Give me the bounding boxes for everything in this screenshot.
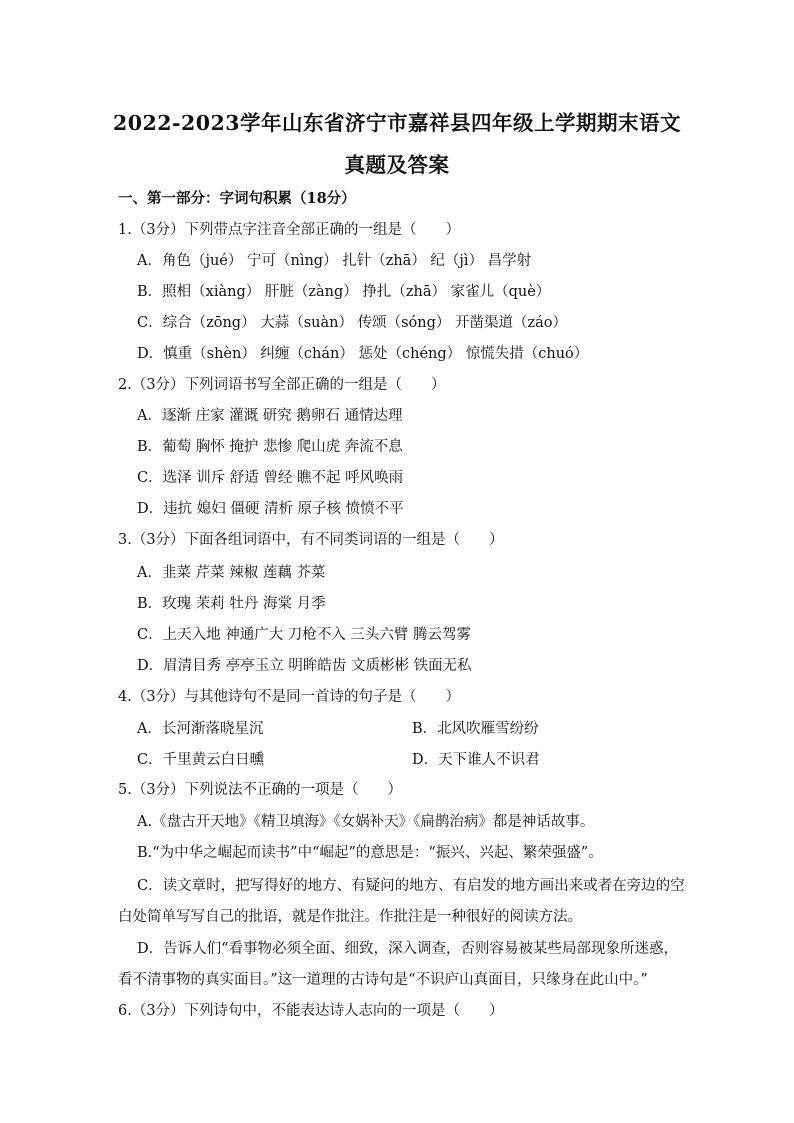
question-1-option-c: C．综合（zōng） 大蒜（suàn） 传颂（sóng） 开凿渠道（záo）	[137, 315, 567, 331]
section-heading: 一、第一部分：字词句积累（18分）	[118, 190, 356, 207]
question-2-option-c: C．选泽 训斥 舒适 曾经 瞧不起 呼风唤雨	[137, 470, 404, 486]
question-1-option-d: D．慎重（shèn） 纠缠（chán） 惩处（chéng） 惊慌失措（chuó）	[137, 346, 589, 362]
question-6-stem: 6.（3分）下列诗句中，不能表达诗人志向的一项是（ ）	[118, 1003, 504, 1019]
question-2-stem: 2.（3分）下列词语书写全部正确的一组是（ ）	[118, 377, 446, 393]
question-4-option-a: A．长河渐落晓星沉	[137, 721, 264, 737]
question-1-stem: 1.（3分）下列带点字注音全部正确的一组是（ ）	[118, 222, 461, 238]
question-3-option-c: C．上天入地 神通广大 刀枪不入 三头六臂 腾云驾雾	[137, 627, 472, 643]
question-5-option-c-continued: 白处简单写写自己的批语，就是作批注。作批注是一种很好的阅读方法。	[118, 909, 582, 925]
question-4-option-c: C．千里黄云白日曛	[137, 752, 265, 768]
question-3-option-a: A．韭菜 芹菜 辣椒 莲藕 芥菜	[137, 565, 326, 581]
question-5-option-d: D．告诉人们“看事物必须全面、细致，深入调查，否则容易被某些局部现象所迷惑，	[137, 941, 679, 957]
question-2-option-d: D．违抗 媳妇 僵硬 清析 原子核 愤愤不平	[137, 501, 404, 517]
question-1-option-b: B．照相（xiàng） 肝脏（zàng） 挣扎（zhā） 家雀儿（què）	[137, 284, 551, 300]
question-5-stem: 5.（3分）下列说法不正确的一项是（ ）	[118, 782, 403, 798]
question-4-stem: 4.（3分）与其他诗句不是同一首诗的句子是（ ）	[118, 689, 461, 705]
question-1-option-a: A．角色（jué） 宁可（nìng） 扎针（zhā） 纪（jì） 昌学射	[137, 253, 532, 269]
question-2-option-a: A．逐渐 庄家 灌溉 研究 鹅卵石 通情达理	[137, 408, 403, 424]
question-3-stem: 3.（3分）下面各组词语中，有不同类词语的一组是（ ）	[118, 532, 504, 548]
question-5-option-d-continued: 看不清事物的真实面目。”这一道理的古诗句是“不识庐山真面目，只缘身在此山中。”	[118, 972, 648, 988]
question-5-option-c: C．读文章时，把写得好的地方、有疑问的地方、有启发的地方画出来或者在旁边的空	[137, 878, 685, 894]
question-5-option-b: B.“为中华之崛起而读书”中“崛起”的意思是：“振兴、兴起、繁荣强盛”。	[137, 845, 603, 861]
question-4-option-d: D．天下谁人不识君	[412, 752, 540, 768]
question-5-option-a: A.《盘古开天地》《精卫填海》《女娲补天》《扁鹊治病》都是神话故事。	[137, 814, 595, 830]
question-2-option-b: B．葡萄 胸怀 掩护 悲惨 爬山虎 奔流不息	[137, 439, 403, 455]
question-3-option-b: B．玫瑰 茉莉 牡丹 海棠 月季	[137, 596, 326, 612]
document-title-line-2: 真题及答案	[344, 153, 450, 177]
question-4-option-b: B．北风吹雁雪纷纷	[412, 721, 539, 737]
document-title-line-1: 2022-2023学年山东省济宁市嘉祥县四年级上学期期末语文	[112, 111, 682, 135]
question-3-option-d: D．眉清目秀 亭亭玉立 明眸皓齿 文质彬彬 铁面无私	[137, 658, 472, 674]
